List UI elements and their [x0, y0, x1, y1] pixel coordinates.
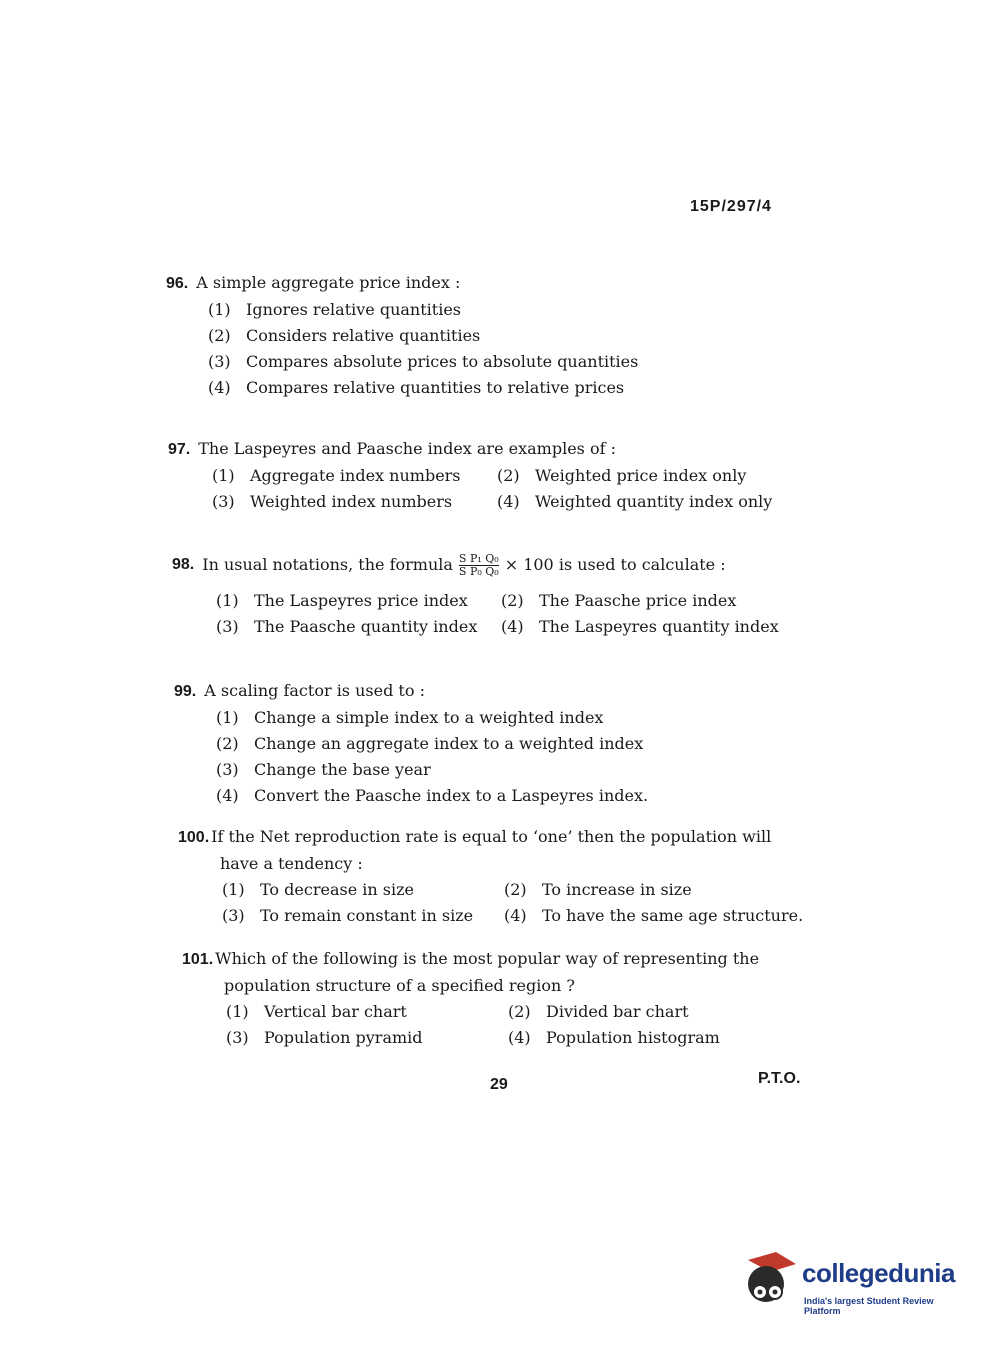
- option-label: (4): [508, 1028, 531, 1047]
- pto-label: P.T.O.: [758, 1070, 801, 1087]
- option-4: [501, 614, 801, 640]
- formula-denominator: S P₀ Q₀: [458, 564, 499, 578]
- option-text: Vertical bar chart: [264, 1002, 407, 1021]
- question-text: Which of the following is the most popular way of representing the: [215, 949, 760, 968]
- option-label: (4): [501, 617, 524, 636]
- option-text: Weighted index numbers: [250, 492, 453, 511]
- question-text-continued: population structure of a specified region ?: [224, 976, 575, 995]
- question-text: The Laspeyres and Paasche index are examples of :: [198, 439, 616, 458]
- option-label: (2): [501, 591, 524, 610]
- option-text: Considers relative quantities: [246, 326, 481, 345]
- option-text: The Paasche price index: [539, 591, 737, 610]
- question-101: [182, 946, 822, 1051]
- option-text: To increase in size: [542, 880, 692, 899]
- option-label: (3): [216, 760, 239, 779]
- option-label: (4): [216, 786, 239, 805]
- option-label: (3): [212, 492, 235, 511]
- option-label: (3): [226, 1028, 249, 1047]
- option-label: (2): [208, 326, 231, 345]
- option-label: (1): [216, 708, 239, 727]
- option-text: Change an aggregate index to a weighted index: [254, 734, 644, 753]
- option-label: (3): [222, 906, 245, 925]
- mascot-icon: [742, 1250, 798, 1310]
- option-1: [226, 999, 508, 1025]
- question-100: [178, 824, 818, 929]
- option-label: (4): [497, 492, 520, 511]
- option-3: [222, 903, 504, 929]
- option-2: [208, 323, 806, 349]
- question-number: 99.: [174, 683, 197, 700]
- page-number: 29: [490, 1076, 508, 1093]
- option-text: To have the same age structure.: [542, 906, 804, 925]
- option-text: Divided bar chart: [546, 1002, 689, 1021]
- option-3: [208, 349, 806, 375]
- brand-name: collegedunia: [802, 1258, 955, 1288]
- option-label: (1): [212, 466, 235, 485]
- option-label: (3): [208, 352, 231, 371]
- option-label: (3): [216, 617, 239, 636]
- option-4: [497, 489, 797, 515]
- option-3: [216, 757, 814, 783]
- question-98: [172, 552, 812, 640]
- option-2: [497, 463, 797, 489]
- question-99: [174, 678, 814, 809]
- option-2: [216, 731, 814, 757]
- option-label: (2): [504, 880, 527, 899]
- question-number: 101.: [182, 951, 214, 968]
- option-label: (1): [216, 591, 239, 610]
- question-text-continued: have a tendency :: [220, 854, 363, 873]
- option-4: [508, 1025, 808, 1051]
- paper-code: 15P/297/4: [690, 198, 772, 215]
- option-2: [501, 588, 801, 614]
- option-label: (4): [208, 378, 231, 397]
- option-text: Compares relative quantities to relative prices: [246, 378, 625, 397]
- question-text-after: × 100 is used to calculate :: [504, 555, 726, 574]
- option-label: (1): [208, 300, 231, 319]
- option-3: [226, 1025, 508, 1051]
- question-number: 96.: [166, 275, 189, 292]
- option-label: (2): [216, 734, 239, 753]
- option-label: (1): [226, 1002, 249, 1021]
- option-text: Change a simple index to a weighted index: [254, 708, 604, 727]
- option-text: Compares absolute prices to absolute quantities: [246, 352, 639, 371]
- option-4: [208, 375, 806, 401]
- option-1: [216, 705, 814, 731]
- option-label: (2): [508, 1002, 531, 1021]
- option-text: The Laspeyres price index: [254, 591, 468, 610]
- option-1: [222, 877, 504, 903]
- question-text: A scaling factor is used to :: [204, 681, 425, 700]
- option-label: (2): [497, 466, 520, 485]
- question-text-before: In usual notations, the formula: [202, 555, 453, 574]
- option-text: The Laspeyres quantity index: [539, 617, 779, 636]
- option-label: (1): [222, 880, 245, 899]
- question-text: A simple aggregate price index :: [196, 273, 461, 292]
- option-text: Aggregate index numbers: [250, 466, 461, 485]
- formula-numerator: S P₁ Q₀: [458, 551, 499, 565]
- question-number: 98.: [172, 556, 195, 573]
- option-text: Population histogram: [546, 1028, 720, 1047]
- option-text: To decrease in size: [260, 880, 414, 899]
- option-label: (4): [504, 906, 527, 925]
- question-96: [166, 270, 806, 401]
- option-1: [208, 297, 806, 323]
- brand-tagline: India's largest Student Review Platform: [804, 1296, 934, 1316]
- formula-fraction: [459, 553, 499, 578]
- option-text: Ignores relative quantities: [246, 300, 461, 319]
- question-number: 97.: [168, 441, 191, 458]
- question-text: If the Net reproduction rate is equal to ‘one’ then the population will: [211, 827, 772, 846]
- option-2: [504, 877, 804, 903]
- option-text: Weighted quantity index only: [535, 492, 773, 511]
- option-4: [504, 903, 804, 929]
- option-3: [216, 614, 501, 640]
- option-text: The Paasche quantity index: [254, 617, 478, 636]
- question-97: [168, 436, 808, 515]
- question-number: 100.: [178, 829, 210, 846]
- option-text: Change the base year: [254, 760, 431, 779]
- option-1: [212, 463, 497, 489]
- option-3: [212, 489, 497, 515]
- option-2: [508, 999, 808, 1025]
- option-text: Weighted price index only: [535, 466, 747, 485]
- option-text: Population pyramid: [264, 1028, 423, 1047]
- option-1: [216, 588, 501, 614]
- option-text: Convert the Paasche index to a Laspeyres index.: [254, 786, 649, 805]
- collegedunia-logo: [742, 1250, 972, 1320]
- option-text: To remain constant in size: [260, 906, 474, 925]
- option-4: [216, 783, 814, 809]
